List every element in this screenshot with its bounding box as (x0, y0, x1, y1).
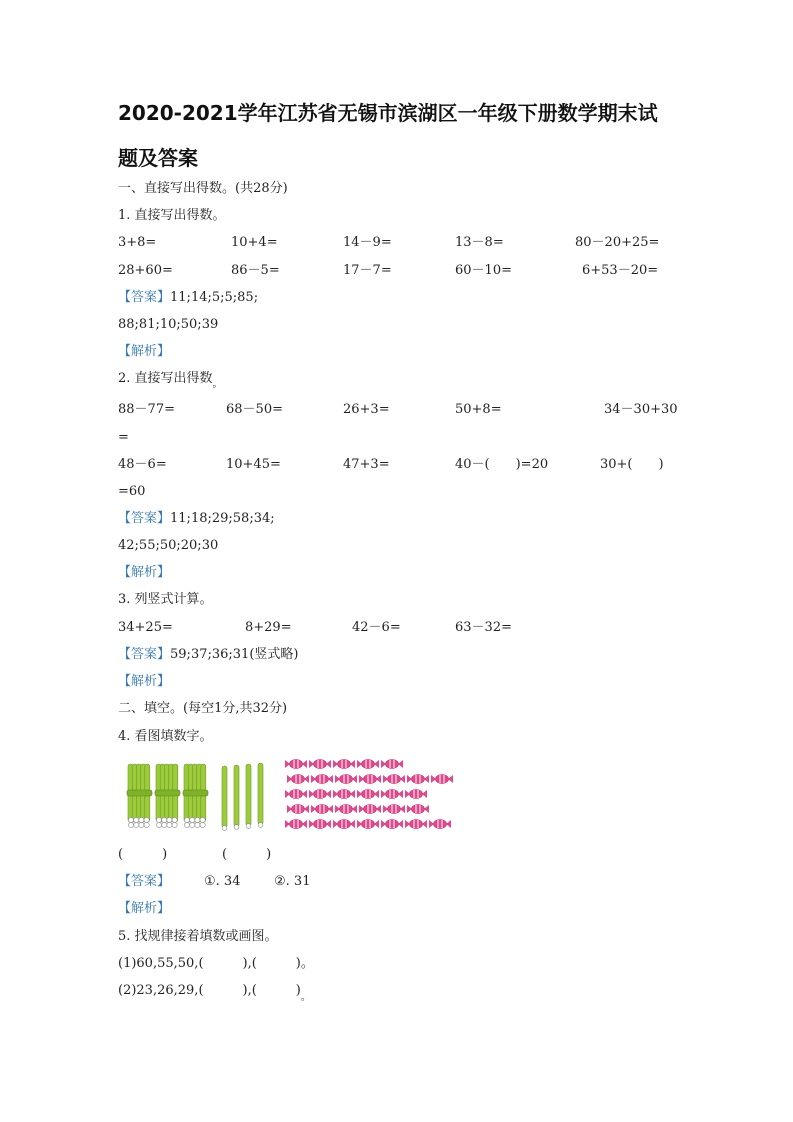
q3-title: 3. 列竖式计算。 (118, 592, 213, 607)
candy (407, 805, 429, 814)
document-title-line-1: 2020-2021学年江苏省无锡市滨湖区一年级下册数学期末试 (118, 101, 658, 125)
candy (309, 820, 331, 829)
candy (309, 760, 331, 769)
q2-row1-item-5: 34－30+30 (604, 402, 678, 417)
candy (357, 760, 379, 769)
candy (359, 775, 381, 784)
q1-row1-item-4: 13－8= (455, 235, 504, 250)
candy (333, 820, 355, 829)
q1-row2-item-1: 28+60= (118, 263, 173, 278)
q3-item-3: 42－6= (352, 620, 401, 635)
candy (311, 775, 333, 784)
q1-row1-item-1: 3+8= (118, 235, 157, 250)
q2-row2-item-4: 40－( )=20 (455, 457, 549, 472)
answer-tag: 【答案】 (118, 874, 171, 889)
candies-group (285, 760, 453, 829)
q1-row2-item-2: 86－5= (231, 263, 280, 278)
q1-answer-line-2: 88;81;10;50;39 (118, 317, 219, 332)
answer-tag: 【答案】 (118, 290, 171, 305)
q2-analysis-tag: 【解析】 (118, 565, 171, 580)
q3-item-4: 63－32= (455, 620, 512, 635)
q2-title (118, 371, 223, 388)
q4-answer-1: ①. 34 (204, 874, 241, 889)
q5-title: 5. 找规律接着填数或画图。 (118, 929, 278, 944)
q2-row1-item-1: 88－77= (118, 402, 175, 417)
q3-item-1: 34+25= (118, 620, 173, 635)
q2-row2-item-5: 30+( ) (600, 457, 664, 472)
candy (405, 790, 427, 799)
q4-answer (118, 874, 170, 890)
document-title-line-2: 题及答案 (118, 146, 198, 170)
candy (407, 775, 429, 784)
q1-row1-item-2: 10+4= (231, 235, 278, 250)
q4-counting-picture (124, 750, 464, 840)
candy (405, 820, 427, 829)
candy (309, 790, 331, 799)
candy (287, 775, 309, 784)
loose-stick (234, 765, 239, 829)
q2-row2-item-3: 47+3= (343, 457, 390, 472)
stick-bundle (183, 764, 208, 828)
q3-item-2: 8+29= (245, 620, 292, 635)
q1-answer (118, 290, 258, 306)
q1-row2-item-4: 60－10= (455, 263, 512, 278)
q4-blank-1: ( ) (118, 847, 168, 862)
candy (285, 790, 307, 799)
q2-row1-item-3: 26+3= (343, 402, 390, 417)
q1-title: 1. 直接写出得数。 (118, 208, 226, 223)
q2-row2-item-2: 10+45= (226, 457, 281, 472)
candy (335, 775, 357, 784)
candy (381, 760, 403, 769)
q4-analysis-tag: 【解析】 (118, 901, 171, 916)
candy (357, 790, 379, 799)
answer-tag: 【答案】 (118, 511, 171, 526)
candy (359, 805, 381, 814)
q2-row1-item-4: 50+8= (455, 402, 502, 417)
q2-answer-line-2: 42;55;50;20;30 (118, 538, 219, 553)
q1-row2-item-5: 6+53－20= (582, 263, 659, 278)
loose-stick (258, 763, 263, 827)
candy (431, 775, 453, 784)
q2-title-text: 2. 直接写出得数 (118, 371, 213, 386)
section-1-heading: 一、直接写出得数。(共28分) (118, 181, 288, 196)
q5-line-2 (118, 983, 311, 1003)
q5-line-2-text: (2)23,26,29,( ),( ) (118, 983, 301, 998)
q4-title: 4. 看图填数字。 (118, 729, 213, 744)
q2-row1-item-2: 68－50= (226, 402, 283, 417)
candy (357, 820, 379, 829)
q5-line-2-mark: 。 (300, 992, 311, 1003)
q2-row2-wrap: =60 (118, 484, 146, 499)
candy (333, 760, 355, 769)
candy (381, 790, 403, 799)
q1-analysis-tag: 【解析】 (118, 344, 171, 359)
sticks-group (127, 763, 263, 830)
loose-stick (222, 766, 227, 830)
q2-answer-text: 11;18;29;58;34; (170, 511, 275, 526)
stick-bundle (127, 764, 152, 828)
candy (311, 805, 333, 814)
candy (381, 820, 403, 829)
stick-bundle (155, 764, 180, 828)
q1-row1-item-5: 80－20+25= (575, 235, 660, 250)
q2-row2-item-1: 48－6= (118, 457, 167, 472)
q3-answer (118, 647, 298, 663)
section-2-heading: 二、填空。(每空1分,共32分) (118, 701, 288, 716)
answer-tag: 【答案】 (118, 647, 171, 662)
candy (335, 805, 357, 814)
q2-title-mark: 。 (212, 379, 223, 390)
candy (383, 775, 405, 784)
q1-answer-text: 11;14;5;5;85; (170, 290, 259, 305)
candy (287, 805, 309, 814)
candy (383, 805, 405, 814)
q5-line-1: (1)60,55,50,( ),( )。 (118, 956, 314, 971)
candy (333, 790, 355, 799)
q4-blank-2: ( ) (222, 847, 272, 862)
q3-analysis-tag: 【解析】 (118, 674, 171, 689)
loose-stick (246, 764, 251, 828)
candy (429, 820, 451, 829)
candy (285, 820, 307, 829)
q2-row1-wrap: = (118, 430, 129, 445)
q1-row1-item-3: 14－9= (343, 235, 392, 250)
candy (285, 760, 307, 769)
q3-answer-text: 59;37;36;31(竖式略) (170, 647, 299, 662)
q2-answer (118, 511, 275, 527)
q4-answer-2: ②. 31 (274, 874, 311, 889)
q1-row2-item-3: 17－7= (343, 263, 392, 278)
